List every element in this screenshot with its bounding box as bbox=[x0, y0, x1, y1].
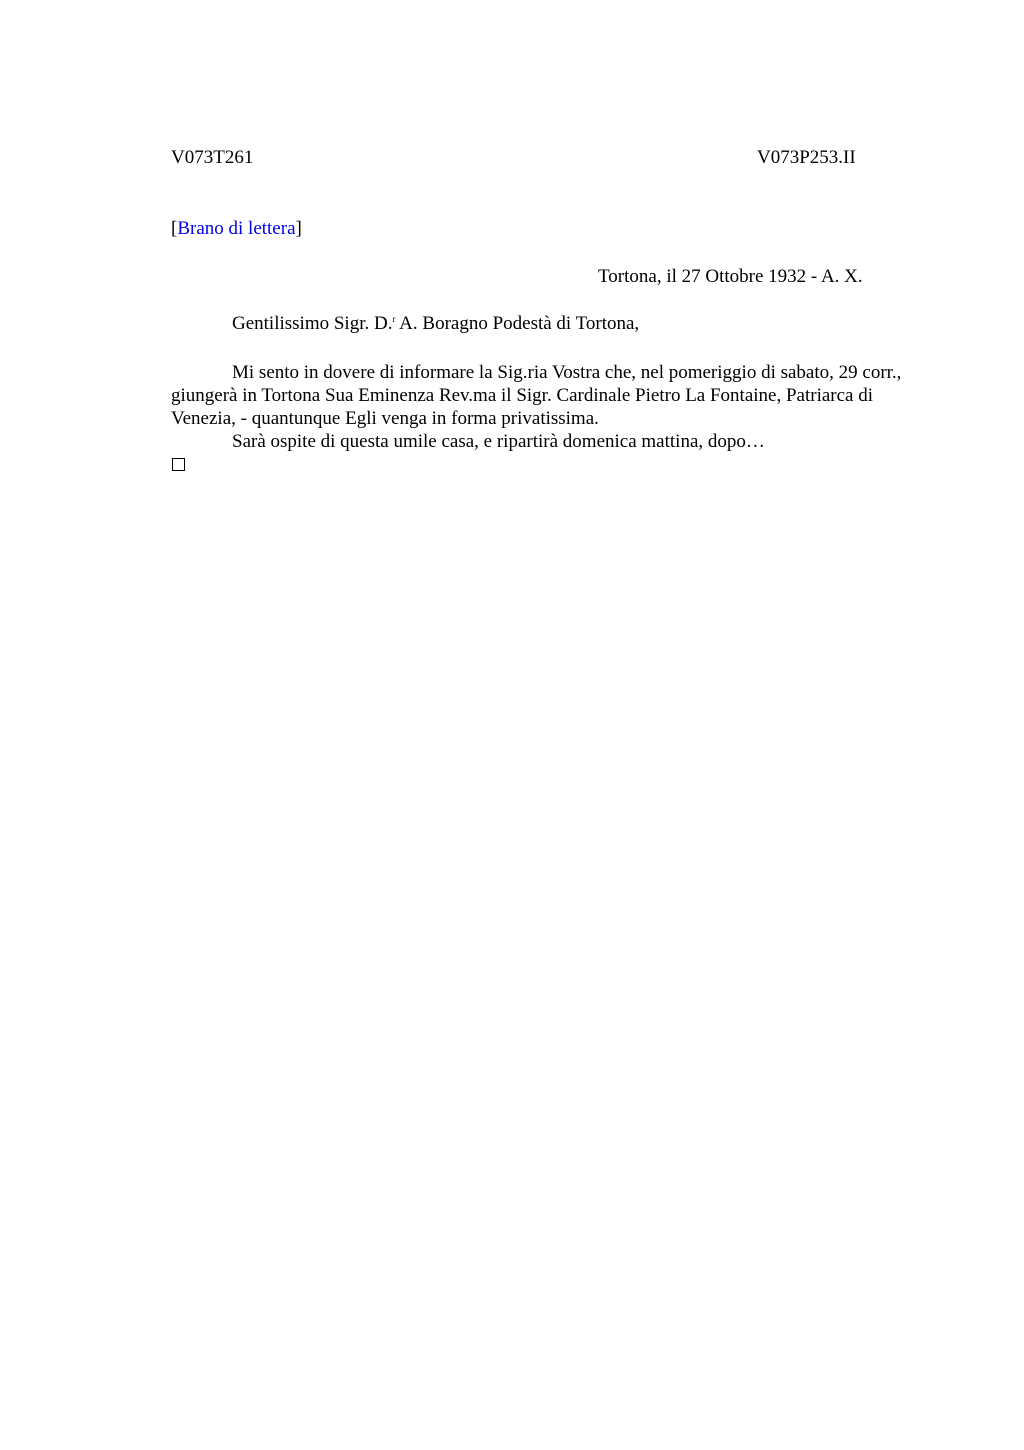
document-code-right: V073P253.II bbox=[757, 147, 856, 168]
letter-dateline: Tortona, il 27 Ottobre 1932 - A. X. bbox=[598, 266, 863, 287]
section-heading bbox=[171, 218, 302, 240]
bracket-close: ] bbox=[295, 218, 302, 239]
salutation-text-after: A. Boragno Podestà di Tortona, bbox=[395, 313, 640, 334]
letter-salutation bbox=[232, 313, 639, 335]
bracket-open: [ bbox=[171, 218, 178, 239]
square-icon bbox=[172, 458, 185, 471]
heading-link[interactable]: Brano di lettera bbox=[177, 218, 296, 239]
document-code-left: V073T261 bbox=[171, 147, 254, 168]
letter-body bbox=[171, 361, 921, 453]
letter-paragraph: Sarà ospite di questa umile casa, e ripartirà domenica mattina, dopo… bbox=[232, 431, 765, 452]
letter-paragraph: Mi sento in dovere di informare la Sig.ria Vostra che, nel pomeriggio di sabato, 29 corr., giungerà in Tortona Sua Eminenza Rev.ma il Sigr. Cardinale Pietro La Fontaine, Patriarca di Venezia, - quantunque Egli venga in forma privatissima. bbox=[171, 362, 902, 429]
salutation-text-before: Gentilissimo Sigr. D. bbox=[232, 313, 393, 334]
salutation-superscript: r bbox=[392, 314, 396, 324]
